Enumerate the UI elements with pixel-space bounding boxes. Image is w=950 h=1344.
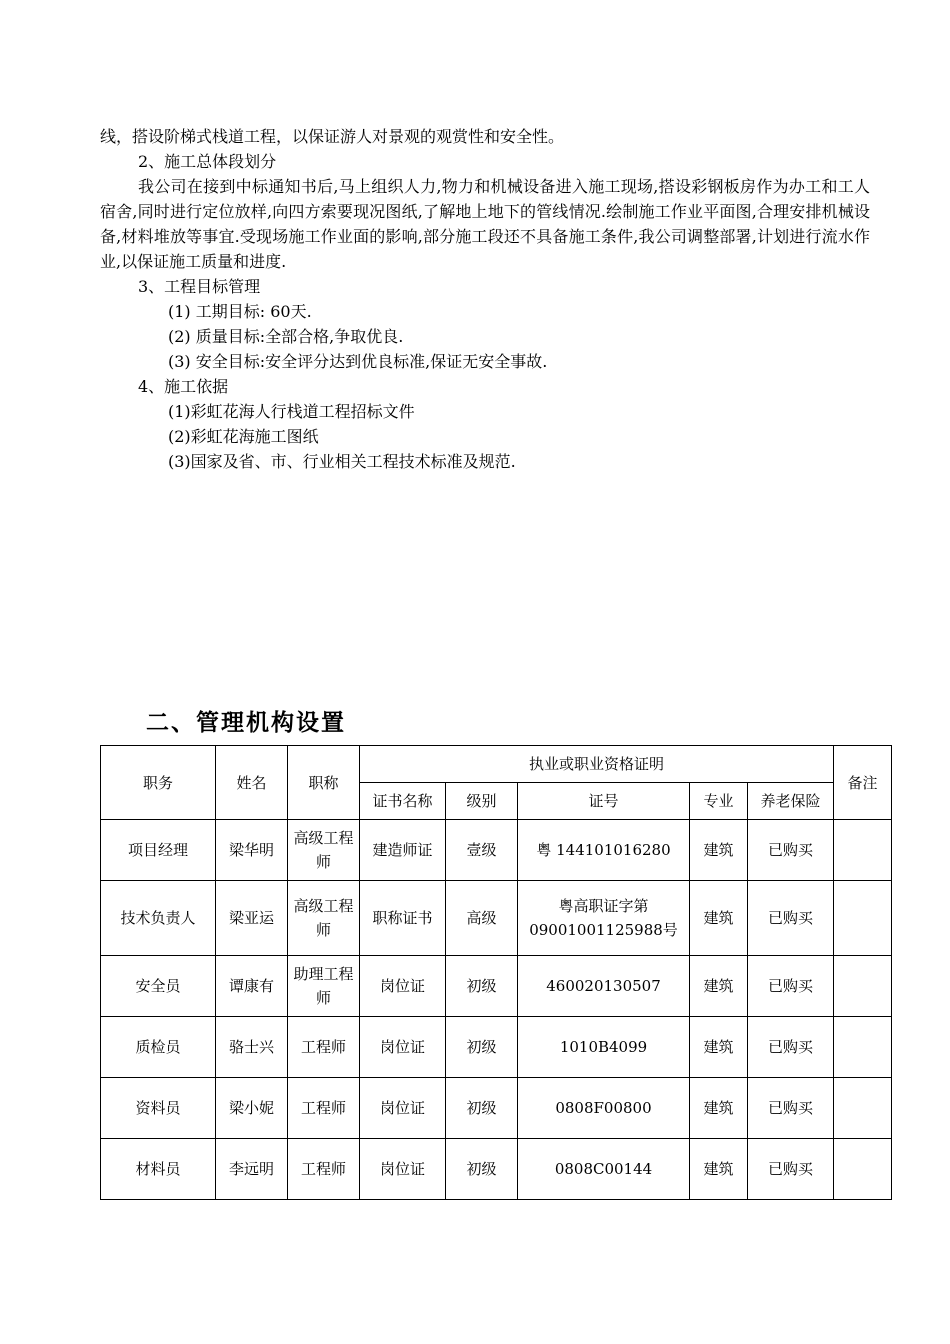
cell-pension: 已购买 [748,956,834,1017]
table-row [101,1078,892,1139]
cell-position: 安全员 [101,956,216,1017]
cell-level: 初级 [446,1139,518,1200]
cell-major: 建筑 [690,881,748,956]
goal-item: (2) 质量目标:全部合格,争取优良. [168,327,404,346]
heading-2: 2、施工总体段划分 [138,152,277,171]
cell-major: 建筑 [690,1139,748,1200]
header-cert-no: 证号 [518,783,690,820]
heading-4: 4、施工依据 [138,377,229,396]
cell-level: 高级 [446,881,518,956]
cell-cert-name: 岗位证 [360,1139,446,1200]
section-title: 二、管理机构设置 [146,710,346,736]
cell-title: 高级工程师 [288,881,360,956]
cell-cert-no: 0808F00800 [518,1078,690,1139]
table-row [101,1139,892,1200]
cell-level: 初级 [446,1078,518,1139]
cell-cert-name: 岗位证 [360,956,446,1017]
cell-position: 技术负责人 [101,881,216,956]
table-row [101,820,892,881]
cell-title: 工程师 [288,1017,360,1078]
basis-item: (2)彩虹花海施工图纸 [168,427,319,446]
cell-name: 骆士兴 [216,1017,288,1078]
cell-remark [834,881,892,956]
cell-position: 材料员 [101,1139,216,1200]
goal-item: (1) 工期目标: 60天. [168,302,312,321]
continued-line: 线，搭设阶梯式栈道工程，以保证游人对景观的观赏性和安全性。 [100,127,565,146]
cell-major: 建筑 [690,956,748,1017]
cell-name: 梁小妮 [216,1078,288,1139]
cell-pension: 已购买 [748,1017,834,1078]
table-row [101,1017,892,1078]
cell-title: 高级工程师 [288,820,360,881]
cell-name: 谭康有 [216,956,288,1017]
cell-cert-no: 460020130507 [518,956,690,1017]
cell-major: 建筑 [690,1017,748,1078]
cell-title: 助理工程师 [288,956,360,1017]
cell-remark [834,956,892,1017]
cell-major: 建筑 [690,820,748,881]
basis-item: (1)彩虹花海人行栈道工程招标文件 [168,402,415,421]
cell-name: 梁华明 [216,820,288,881]
header-level: 级别 [446,783,518,820]
cell-cert-name: 职称证书 [360,881,446,956]
staff-table [100,745,892,1200]
header-pension: 养老保险 [748,783,834,820]
cell-pension: 已购买 [748,820,834,881]
cell-title: 工程师 [288,1078,360,1139]
cell-cert-no: 0808C00144 [518,1139,690,1200]
header-cert-name: 证书名称 [360,783,446,820]
cell-remark [834,1139,892,1200]
table-row [101,881,892,956]
cell-level: 初级 [446,1017,518,1078]
cell-cert-no: 粤高职证字第 09001001125988号 [518,881,690,956]
cell-name: 梁亚运 [216,881,288,956]
goal-item: (3) 安全目标:安全评分达到优良标准,保证无安全事故. [168,352,548,371]
cell-cert-name: 岗位证 [360,1078,446,1139]
cell-remark [834,1078,892,1139]
cell-level: 壹级 [446,820,518,881]
header-remark: 备注 [834,746,892,820]
cell-level: 初级 [446,956,518,1017]
header-title: 职称 [288,746,360,820]
cell-cert-name: 岗位证 [360,1017,446,1078]
cell-pension: 已购买 [748,881,834,956]
cell-position: 质检员 [101,1017,216,1078]
paragraph-2: 我公司在接到中标通知书后,马上组织人力,物力和机械设备进入施工现场,搭设彩钢板房作为办工和工人宿舍,同时进行定位放样,向四方索要现况图纸,了解地上地下的管线情况.绘制施工作业平面图,合理安排机械设备,材料堆放等事宜.受现场施工作业面的影响,部分施工段还不具备施工条件,我公司调整部署,计划进行流水作业,以保证施工质量和进度. [100,177,870,271]
basis-item: (3)国家及省、市、行业相关工程技术标准及规范. [168,452,516,471]
header-name: 姓名 [216,746,288,820]
cell-cert-no: 1010B4099 [518,1017,690,1078]
cell-cert-name: 建造师证 [360,820,446,881]
cell-major: 建筑 [690,1078,748,1139]
header-major: 专业 [690,783,748,820]
cell-title: 工程师 [288,1139,360,1200]
cell-position: 资料员 [101,1078,216,1139]
heading-3: 3、工程目标管理 [138,277,261,296]
cell-name: 李远明 [216,1139,288,1200]
cell-cert-no: 粤 144101016280 [518,820,690,881]
cell-position: 项目经理 [101,820,216,881]
cell-pension: 已购买 [748,1139,834,1200]
body-text [100,124,870,474]
cell-remark [834,1017,892,1078]
header-position: 职务 [101,746,216,820]
header-cert-group: 执业或职业资格证明 [360,746,834,783]
cell-pension: 已购买 [748,1078,834,1139]
table-row [101,956,892,1017]
cell-remark [834,820,892,881]
table-header-row [101,746,892,783]
